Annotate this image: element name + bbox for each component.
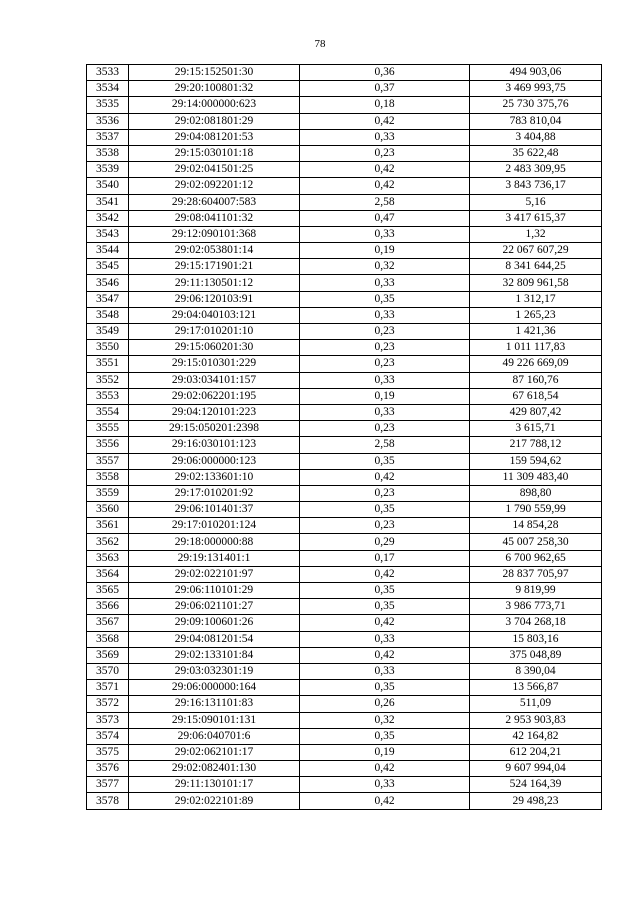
- table-row: [87, 647, 602, 663]
- table-row: [87, 696, 602, 712]
- amount-cell: 15 803,16: [470, 631, 602, 647]
- table-row: [87, 324, 602, 340]
- rate-cell: 2,58: [300, 194, 470, 210]
- rate-cell: 2,58: [300, 437, 470, 453]
- amount-cell: 2 483 309,95: [470, 162, 602, 178]
- row-number-cell: 3549: [87, 324, 129, 340]
- amount-cell: 1 421,36: [470, 324, 602, 340]
- row-number-cell: 3548: [87, 307, 129, 323]
- rate-cell: 0,33: [300, 631, 470, 647]
- amount-cell: 8 390,04: [470, 663, 602, 679]
- amount-cell: 35 622,48: [470, 145, 602, 161]
- amount-cell: 1 790 559,99: [470, 502, 602, 518]
- rate-cell: 0,36: [300, 65, 470, 81]
- cadastral-number-cell: 29:02:022101:97: [129, 566, 300, 582]
- cadastral-number-cell: 29:16:131101:83: [129, 696, 300, 712]
- row-number-cell: 3547: [87, 291, 129, 307]
- rate-cell: 0,33: [300, 663, 470, 679]
- row-number-cell: 3536: [87, 113, 129, 129]
- table-row: [87, 728, 602, 744]
- cadastral-number-cell: 29:19:131401:1: [129, 550, 300, 566]
- table-row: [87, 178, 602, 194]
- table-row: [87, 194, 602, 210]
- row-number-cell: 3562: [87, 534, 129, 550]
- cadastral-number-cell: 29:08:041101:32: [129, 210, 300, 226]
- cadastral-number-cell: 29:06:101401:37: [129, 502, 300, 518]
- cadastral-number-cell: 29:15:090101:131: [129, 712, 300, 728]
- cadastral-number-cell: 29:15:171901:21: [129, 259, 300, 275]
- cadastral-number-cell: 29:02:022101:89: [129, 793, 300, 809]
- row-number-cell: 3533: [87, 65, 129, 81]
- rate-cell: 0,33: [300, 372, 470, 388]
- row-number-cell: 3565: [87, 583, 129, 599]
- row-number-cell: 3551: [87, 356, 129, 372]
- amount-cell: 29 498,23: [470, 793, 602, 809]
- row-number-cell: 3545: [87, 259, 129, 275]
- amount-cell: 1,32: [470, 226, 602, 242]
- rate-cell: 0,33: [300, 307, 470, 323]
- rate-cell: 0,35: [300, 728, 470, 744]
- row-number-cell: 3558: [87, 469, 129, 485]
- amount-cell: 612 204,21: [470, 744, 602, 760]
- rate-cell: 0,35: [300, 599, 470, 615]
- rate-cell: 0,42: [300, 615, 470, 631]
- rate-cell: 0,23: [300, 518, 470, 534]
- table-row: [87, 275, 602, 291]
- table-row: [87, 356, 602, 372]
- cadastral-number-cell: 29:16:030101:123: [129, 437, 300, 453]
- amount-cell: 3 986 773,71: [470, 599, 602, 615]
- row-number-cell: 3557: [87, 453, 129, 469]
- row-number-cell: 3569: [87, 647, 129, 663]
- table-row: [87, 550, 602, 566]
- rate-cell: 0,42: [300, 647, 470, 663]
- amount-cell: 11 309 483,40: [470, 469, 602, 485]
- cadastral-number-cell: 29:17:010201:124: [129, 518, 300, 534]
- amount-cell: 3 469 993,75: [470, 81, 602, 97]
- cadastral-number-cell: 29:17:010201:10: [129, 324, 300, 340]
- amount-cell: 3 615,71: [470, 421, 602, 437]
- row-number-cell: 3570: [87, 663, 129, 679]
- table-row: [87, 583, 602, 599]
- rate-cell: 0,42: [300, 761, 470, 777]
- row-number-cell: 3555: [87, 421, 129, 437]
- row-number-cell: 3537: [87, 129, 129, 145]
- table-row: [87, 680, 602, 696]
- amount-cell: 45 007 258,30: [470, 534, 602, 550]
- rate-cell: 0,35: [300, 583, 470, 599]
- amount-cell: 13 566,87: [470, 680, 602, 696]
- row-number-cell: 3567: [87, 615, 129, 631]
- amount-cell: 1 312,17: [470, 291, 602, 307]
- table-row: [87, 631, 602, 647]
- amount-cell: 22 067 607,29: [470, 243, 602, 259]
- rate-cell: 0,29: [300, 534, 470, 550]
- cadastral-number-cell: 29:02:053801:14: [129, 243, 300, 259]
- row-number-cell: 3552: [87, 372, 129, 388]
- row-number-cell: 3539: [87, 162, 129, 178]
- row-number-cell: 3546: [87, 275, 129, 291]
- amount-cell: 3 843 736,17: [470, 178, 602, 194]
- amount-cell: 3 404,88: [470, 129, 602, 145]
- table-row: [87, 453, 602, 469]
- amount-cell: 494 903,06: [470, 65, 602, 81]
- rate-cell: 0,33: [300, 129, 470, 145]
- table-row: [87, 388, 602, 404]
- table-row: [87, 340, 602, 356]
- amount-cell: 524 164,39: [470, 777, 602, 793]
- rate-cell: 0,33: [300, 275, 470, 291]
- amount-cell: 159 594,62: [470, 453, 602, 469]
- cadastral-number-cell: 29:15:060201:30: [129, 340, 300, 356]
- amount-cell: 6 700 962,65: [470, 550, 602, 566]
- cadastral-number-cell: 29:02:082401:130: [129, 761, 300, 777]
- row-number-cell: 3573: [87, 712, 129, 728]
- amount-cell: 28 837 705,97: [470, 566, 602, 582]
- row-number-cell: 3550: [87, 340, 129, 356]
- table-row: [87, 81, 602, 97]
- rate-cell: 0,18: [300, 97, 470, 113]
- rate-cell: 0,19: [300, 243, 470, 259]
- table-row: [87, 372, 602, 388]
- rate-cell: 0,23: [300, 324, 470, 340]
- amount-cell: 1 011 117,83: [470, 340, 602, 356]
- table-row: [87, 518, 602, 534]
- table-row: [87, 404, 602, 420]
- table-row: [87, 793, 602, 809]
- table-row: [87, 534, 602, 550]
- table-row: [87, 65, 602, 81]
- amount-cell: 3 417 615,37: [470, 210, 602, 226]
- rate-cell: 0,42: [300, 113, 470, 129]
- table-row: [87, 162, 602, 178]
- rate-cell: 0,33: [300, 226, 470, 242]
- amount-cell: 87 160,76: [470, 372, 602, 388]
- row-number-cell: 3566: [87, 599, 129, 615]
- table-row: [87, 744, 602, 760]
- cadastral-number-cell: 29:20:100801:32: [129, 81, 300, 97]
- amount-cell: 217 788,12: [470, 437, 602, 453]
- cadastral-number-cell: 29:12:090101:368: [129, 226, 300, 242]
- row-number-cell: 3540: [87, 178, 129, 194]
- rate-cell: 0,23: [300, 145, 470, 161]
- cadastral-number-cell: 29:03:032301:19: [129, 663, 300, 679]
- page-number: 78: [314, 38, 326, 50]
- amount-cell: 5,16: [470, 194, 602, 210]
- cadastral-number-cell: 29:17:010201:92: [129, 485, 300, 501]
- amount-cell: 898,80: [470, 485, 602, 501]
- rate-cell: 0,23: [300, 485, 470, 501]
- amount-cell: 8 341 644,25: [470, 259, 602, 275]
- cadastral-number-cell: 29:04:081201:53: [129, 129, 300, 145]
- table-row: [87, 307, 602, 323]
- row-number-cell: 3553: [87, 388, 129, 404]
- cadastral-number-cell: 29:11:130101:17: [129, 777, 300, 793]
- cadastral-number-cell: 29:06:110101:29: [129, 583, 300, 599]
- amount-cell: 25 730 375,76: [470, 97, 602, 113]
- cadastral-number-cell: 29:04:120101:223: [129, 404, 300, 420]
- cadastral-number-cell: 29:06:040701:6: [129, 728, 300, 744]
- cadastral-number-cell: 29:06:021101:27: [129, 599, 300, 615]
- table-body: [87, 65, 602, 810]
- table-row: [87, 129, 602, 145]
- cadastral-number-cell: 29:02:062201:195: [129, 388, 300, 404]
- rate-cell: 0,19: [300, 388, 470, 404]
- amount-cell: 1 265,23: [470, 307, 602, 323]
- amount-cell: 32 809 961,58: [470, 275, 602, 291]
- amount-cell: 783 810,04: [470, 113, 602, 129]
- row-number-cell: 3541: [87, 194, 129, 210]
- cadastral-number-cell: 29:09:100601:26: [129, 615, 300, 631]
- amount-cell: 9 607 994,04: [470, 761, 602, 777]
- row-number-cell: 3560: [87, 502, 129, 518]
- row-number-cell: 3563: [87, 550, 129, 566]
- rate-cell: 0,32: [300, 259, 470, 275]
- row-number-cell: 3535: [87, 97, 129, 113]
- cadastral-number-cell: 29:02:062101:17: [129, 744, 300, 760]
- table-row: [87, 97, 602, 113]
- row-number-cell: 3577: [87, 777, 129, 793]
- row-number-cell: 3575: [87, 744, 129, 760]
- row-number-cell: 3538: [87, 145, 129, 161]
- data-table: [86, 64, 602, 810]
- cadastral-number-cell: 29:06:000000:123: [129, 453, 300, 469]
- cadastral-number-cell: 29:28:604007:583: [129, 194, 300, 210]
- cadastral-number-cell: 29:15:030101:18: [129, 145, 300, 161]
- row-number-cell: 3542: [87, 210, 129, 226]
- table-row: [87, 469, 602, 485]
- cadastral-number-cell: 29:02:092201:12: [129, 178, 300, 194]
- rate-cell: 0,35: [300, 291, 470, 307]
- amount-cell: 67 618,54: [470, 388, 602, 404]
- cadastral-number-cell: 29:06:000000:164: [129, 680, 300, 696]
- row-number-cell: 3578: [87, 793, 129, 809]
- table-row: [87, 663, 602, 679]
- table-row: [87, 599, 602, 615]
- cadastral-number-cell: 29:03:034101:157: [129, 372, 300, 388]
- amount-cell: 14 854,28: [470, 518, 602, 534]
- row-number-cell: 3559: [87, 485, 129, 501]
- amount-cell: 429 807,42: [470, 404, 602, 420]
- table-row: [87, 485, 602, 501]
- rate-cell: 0,47: [300, 210, 470, 226]
- table-row: [87, 761, 602, 777]
- table-row: [87, 243, 602, 259]
- rate-cell: 0,35: [300, 680, 470, 696]
- table-row: [87, 615, 602, 631]
- cadastral-number-cell: 29:02:041501:25: [129, 162, 300, 178]
- rate-cell: 0,17: [300, 550, 470, 566]
- cadastral-number-cell: 29:02:081801:29: [129, 113, 300, 129]
- table-row: [87, 226, 602, 242]
- table-row: [87, 502, 602, 518]
- table-row: [87, 259, 602, 275]
- table-row: [87, 421, 602, 437]
- rate-cell: 0,33: [300, 777, 470, 793]
- rate-cell: 0,35: [300, 453, 470, 469]
- rate-cell: 0,42: [300, 566, 470, 582]
- rate-cell: 0,42: [300, 162, 470, 178]
- cadastral-number-cell: 29:15:010301:229: [129, 356, 300, 372]
- amount-cell: 49 226 669,09: [470, 356, 602, 372]
- table-row: [87, 712, 602, 728]
- rate-cell: 0,37: [300, 81, 470, 97]
- row-number-cell: 3574: [87, 728, 129, 744]
- cadastral-number-cell: 29:02:133101:84: [129, 647, 300, 663]
- rate-cell: 0,23: [300, 356, 470, 372]
- cadastral-number-cell: 29:04:081201:54: [129, 631, 300, 647]
- row-number-cell: 3554: [87, 404, 129, 420]
- row-number-cell: 3544: [87, 243, 129, 259]
- cadastral-number-cell: 29:14:000000:623: [129, 97, 300, 113]
- amount-cell: 9 819,99: [470, 583, 602, 599]
- amount-cell: 511,09: [470, 696, 602, 712]
- cadastral-number-cell: 29:11:130501:12: [129, 275, 300, 291]
- table-row: [87, 145, 602, 161]
- cadastral-number-cell: 29:06:120103:91: [129, 291, 300, 307]
- rate-cell: 0,23: [300, 421, 470, 437]
- cadastral-number-cell: 29:15:050201:2398: [129, 421, 300, 437]
- cadastral-number-cell: 29:02:133601:10: [129, 469, 300, 485]
- table-row: [87, 566, 602, 582]
- row-number-cell: 3571: [87, 680, 129, 696]
- cadastral-number-cell: 29:18:000000:88: [129, 534, 300, 550]
- amount-cell: 42 164,82: [470, 728, 602, 744]
- rate-cell: 0,33: [300, 404, 470, 420]
- rate-cell: 0,19: [300, 744, 470, 760]
- rate-cell: 0,35: [300, 502, 470, 518]
- row-number-cell: 3534: [87, 81, 129, 97]
- rate-cell: 0,23: [300, 340, 470, 356]
- table-row: [87, 437, 602, 453]
- rate-cell: 0,26: [300, 696, 470, 712]
- amount-cell: 2 953 903,83: [470, 712, 602, 728]
- amount-cell: 3 704 268,18: [470, 615, 602, 631]
- row-number-cell: 3556: [87, 437, 129, 453]
- rate-cell: 0,42: [300, 793, 470, 809]
- cadastral-number-cell: 29:15:152501:30: [129, 65, 300, 81]
- amount-cell: 375 048,89: [470, 647, 602, 663]
- row-number-cell: 3543: [87, 226, 129, 242]
- row-number-cell: 3572: [87, 696, 129, 712]
- table-row: [87, 113, 602, 129]
- row-number-cell: 3576: [87, 761, 129, 777]
- rate-cell: 0,42: [300, 178, 470, 194]
- row-number-cell: 3564: [87, 566, 129, 582]
- row-number-cell: 3561: [87, 518, 129, 534]
- row-number-cell: 3568: [87, 631, 129, 647]
- rate-cell: 0,42: [300, 469, 470, 485]
- table-row: [87, 291, 602, 307]
- table-row: [87, 777, 602, 793]
- cadastral-number-cell: 29:04:040103:121: [129, 307, 300, 323]
- rate-cell: 0,32: [300, 712, 470, 728]
- table-row: [87, 210, 602, 226]
